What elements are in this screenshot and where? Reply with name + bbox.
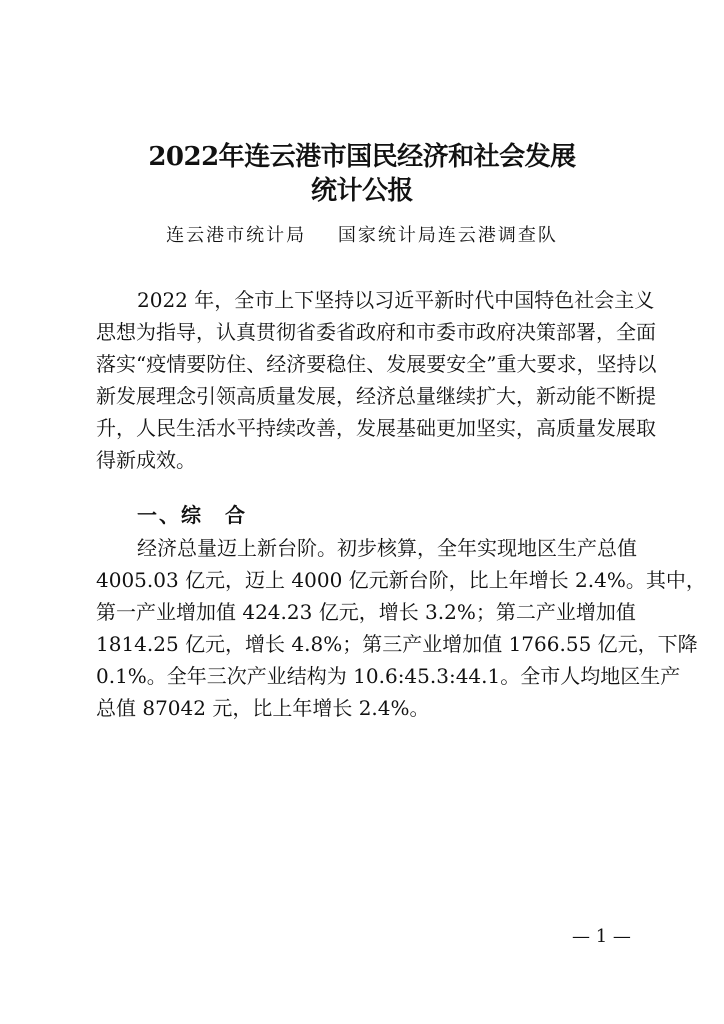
paragraph-line: 第一产业增加值 424.23 亿元，增长 3.2%；第二产业增加值	[96, 600, 636, 624]
page-number: — 1 —	[572, 926, 631, 947]
paragraph-line: 2022 年，全市上下坚持以习近平新时代中国特色社会主义	[137, 288, 655, 312]
author-survey-team: 国家统计局连云港调查队	[337, 225, 558, 246]
paragraph-line: 1814.25 亿元，增长 4.8%；第三产业增加值 1766.55 亿元，下降	[96, 632, 698, 656]
paragraph-line: 经济总量迈上新台阶。初步核算，全年实现地区生产总值	[137, 536, 637, 560]
paragraph-line: 得新成效。	[96, 448, 196, 472]
section-heading: 一、综 合	[137, 503, 247, 527]
paragraph-line: 思想为指导，认真贯彻省委省政府和市委市政府决策部署，全面	[96, 320, 656, 344]
paragraph-line: 落实“疫情要防住、经济要稳住、发展要安全”重大要求，坚持以	[96, 352, 657, 376]
authors	[0, 221, 724, 247]
paragraph-line: 4005.03 亿元，迈上 4000 亿元新台阶，比上年增长 2.4%。其中，	[96, 568, 706, 592]
paragraph-line: 升，人民生活水平持续改善，发展基础更加坚实，高质量发展取	[96, 416, 656, 440]
paragraph-line: 新发展理念引领高质量发展，经济总量继续扩大，新动能不断提	[96, 384, 656, 408]
document-title-line1: 2022年连云港市国民经济和社会发展	[148, 142, 576, 172]
paragraph-line: 0.1%。全年三次产业结构为 10.6:45.3:44.1。全市人均地区生产	[96, 664, 681, 688]
document-title-line2: 统计公报	[310, 176, 413, 206]
paragraph-line: 总值 87042 元，比上年增长 2.4%。	[96, 696, 430, 720]
author-municipal-bureau: 连云港市统计局	[166, 225, 307, 246]
